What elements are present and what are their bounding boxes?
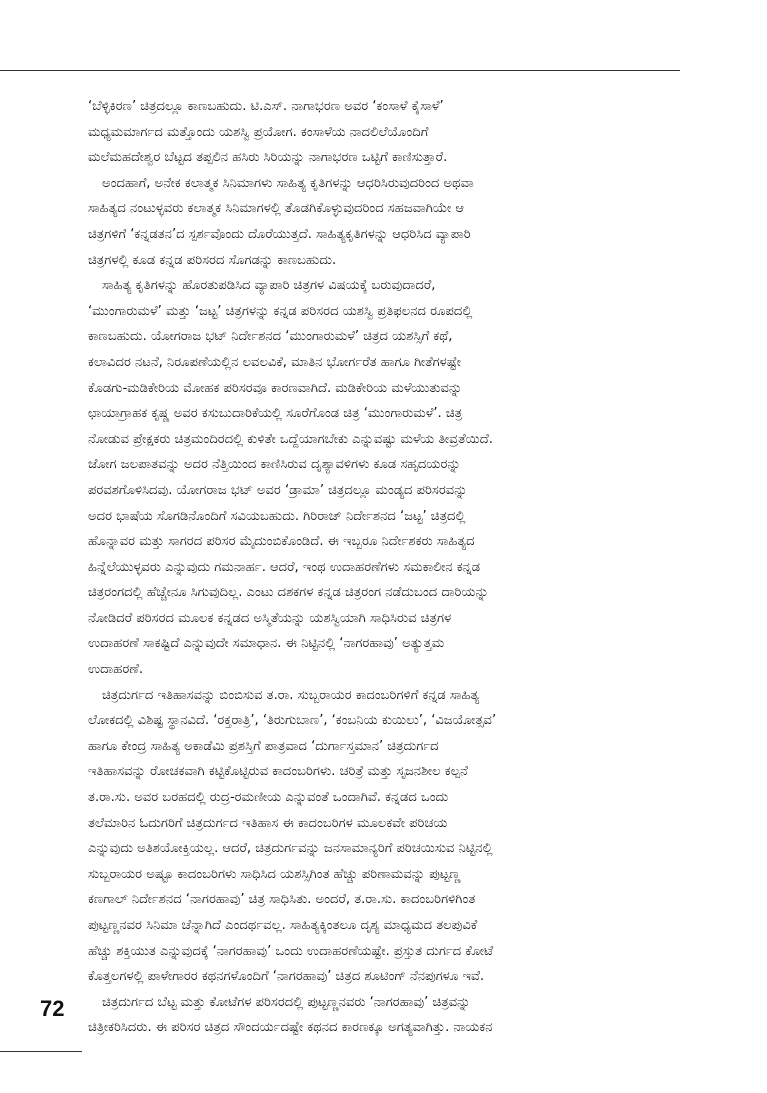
text-line: ಚಿತ್ರೀಕರಿಸಿದರು. ಈ ಪರಿಸರ ಚಿತ್ರದ ಸೌಂದರ್ಯದಷ್ಟೇ ಕಥನದ ಕಾರಣಕ್ಕೂ ಅಗತ್ಯವಾಗಿತ್ತು. ನಾಯಕನ [88,1020,493,1036]
text-line: ಜೋಗ ಜಲಪಾತವನ್ನು ಅದರ ನೆತ್ತಿಯಿಂದ ಕಾಣಿಸಿರುವ ದೃಶ್ಯಾವಳಿಗಳು ಕೂಡ ಸಹೃದಯರನ್ನು [88,457,461,473]
footer-divider [0,1051,82,1052]
text-line: ಕೊತ್ತಲಗಳಲ್ಲಿ ಪಾಳೇಗಾರರ ಕಥನಗಳೊಂದಿಗೆ ‘ನಾಗರಹಾವು’ ಚಿತ್ರದ ಶೂಟಿಂಗ್ ನೆನಪುಗಳೂ ಇವೆ. [88,969,485,985]
text-line: ಮಧ್ಯಮಮಾರ್ಗದ ಮತ್ತೊಂದು ಯಶಸ್ವಿ ಪ್ರಯೋಗ. ಕಂಸಾಳೆಯ ನಾದಲಿಲೆಯೊಂದಿಗೆ [88,124,429,140]
text-line: ಎನ್ನುವುದು ಅತಿಶಯೋಕ್ತಿಯಲ್ಲ. ಆದರೆ, ಚಿತ್ರದುರ್ಗವನ್ನು ಜನಸಾಮಾನ್ಯರಿಗೆ ಪರಿಚಯಿಸುವ ನಿಟ್ಟಿನಲ್ಲಿ [88,841,493,857]
text-line: ನೋಡಿದರೆ ಪರಿಸರದ ಮೂಲಕ ಕನ್ನಡದ ಅಸ್ಮಿತೆಯನ್ನು ಯಶಸ್ವಿಯಾಗಿ ಸಾಧಿಸಿರುವ ಚಿತ್ರಗಳ [88,610,452,626]
text-line: ತ.ರಾ.ಸು. ಅವರ ಬರಹದಲ್ಲಿ ರುದ್ರ-ರಮಣೀಯ ಎನ್ನುವಂತೆ ಒಂದಾಗಿವೆ. ಕನ್ನಡದ ಒಂದು [88,790,449,806]
text-line: ಸುಬ್ಬರಾಯರ ಅಷ್ಟೂ ಕಾದಂಬರಿಗಳು ಸಾಧಿಸಿದ ಯಶಸ್ಸಿಗಿಂತ ಹೆಚ್ಚು ಪರಿಣಾಮವನ್ನು ಪುಟ್ಟಣ್ಣ [88,866,461,882]
text-line: ಹಾಗೂ ಕೇಂದ್ರ ಸಾಹಿತ್ಯ ಅಕಾಡೆಮಿ ಪ್ರಶಸ್ತಿಗೆ ಪಾತ್ರವಾದ ‘ದುರ್ಗಾಸ್ತಮಾನ’ ಚಿತ್ರದುರ್ಗದ [88,738,439,754]
text-line: ‘ಮುಂಗಾರುಮಳೆ’ ಮತ್ತು ‘ಜಟ್ಟ’ ಚಿತ್ರಗಳನ್ನು ಕನ್ನಡ ಪರಿಸರದ ಯಶಸ್ವಿ ಪ್ರತಿಫಲನದ ರೂಪದಲ್ಲಿ [88,303,473,319]
text-line: ಚಿತ್ರದುರ್ಗದ ಬೆಟ್ಟ ಮತ್ತು ಕೋಟೆಗಳ ಪರಿಸರದಲ್ಲಿ ಪುಟ್ಟಣ್ಣನವರು ‘ನಾಗರಹಾವು’ ಚಿತ್ರವನ್ನು [102,994,471,1010]
text-line: ಕೊಡಗು-ಮಡಿಕೇರಿಯ ಮೋಹಕ ಪರಿಸರವೂ ಕಾರಣವಾಗಿದೆ. ಮಡಿಕೇರಿಯ ಮಳೆಯುತುವನ್ನು [88,380,463,396]
text-line: ಲೋಕದಲ್ಲಿ ವಿಶಿಷ್ಟ ಸ್ಥಾನವಿದೆ. ‘ರಕ್ತರಾತ್ರಿ’, ‘ತಿರುಗುಬಾಣ’, ‘ಕಂಬನಿಯ ಕುಯಿಲು’, ‘ವಿಜಯೋತ್ಸವ’ [88,713,497,729]
text-line: ಹೊನ್ನಾವರ ಮತ್ತು ಸಾಗರದ ಪರಿಸರ ಮೈದುಂಬಿಕೊಂಡಿದೆ. ಈ ಇಬ್ಬರೂ ನಿರ್ದೇಶಕರು ಸಾಹಿತ್ಯದ [88,534,475,550]
text-line: ತಲೆಮಾರಿನ ಓದುಗರಿಗೆ ಚಿತ್ರದುರ್ಗದ ಇತಿಹಾಸ ಈ ಕಾದಂಬರಿಗಳ ಮೂಲಕವೇ ಪರಿಚಯ [88,815,448,831]
text-line: ಸಾಹಿತ್ಯದ ನಂಟುಳ್ಳವರು ಕಲಾತ್ಮಕ ಸಿನಿಮಾಗಳಲ್ಲಿ ತೊಡಗಿಕೊಳ್ಳುವುದರಿಂದ ಸಹಜವಾಗಿಯೇ ಆ [88,201,465,217]
text-line: ಇತಿಹಾಸವನ್ನು ರೋಚಕವಾಗಿ ಕಟ್ಟಿಕೊಟ್ಟಿರುವ ಕಾದಂಬರಿಗಳು. ಚರಿತ್ರೆ ಮತ್ತು ಸೃಜನಶೀಲ ಕಲ್ಪನೆ [88,764,468,780]
text-line: ಕಣಗಾಲ್ ನಿರ್ದೇಶನದ ‘ನಾಗರಹಾವು’ ಚಿತ್ರ ಸಾಧಿಸಿತು. ಅಂದರೆ, ತ.ರಾ.ಸು. ಕಾದಂಬರಿಗಳಿಗಿಂತ [88,892,476,908]
text-line: ನೋಡುವ ಪ್ರೇಕ್ಷಕರು ಚಿತ್ರಮಂದಿರದಲ್ಲಿ ಕುಳಿತೇ ಒದ್ದೆಯಾಗಬೇಕು ಎನ್ನುವಷ್ಟು ಮಳೆಯ ತೀವ್ರತೆಯಿದೆ. [88,431,493,447]
text-line: ಅದರ ಭಾಷೆಯ ಸೊಗಡಿನೊಂದಿಗೆ ಸವಿಯಬಹುದು. ಗಿರಿರಾಜ್ ನಿರ್ದೇಶನದ ‘ಜಟ್ಟ’ ಚಿತ್ರದಲ್ಲಿ [88,508,466,524]
text-line: ಉದಾಹರಣೆ ಸಾಕಷ್ಟಿದೆ ಎನ್ನುವುದೇ ಸಮಾಧಾನ. ಈ ನಿಟ್ಟಿನಲ್ಲಿ ‘ನಾಗರಹಾವು’ ಅತ್ಯುತ್ತಮ [88,636,445,652]
text-line: ಕಾಣಬಹುದು. ಯೋಗರಾಜ ಭಟ್ ನಿರ್ದೇಶನದ ‘ಮುಂಗಾರುಮಳೆ’ ಚಿತ್ರದ ಯಶಸ್ಸಿಗೆ ಕಥೆ, [88,329,453,345]
text-line: ಪುಟ್ಟಣ್ಣನವರ ಸಿನಿಮಾ ಚೆನ್ನಾಗಿದೆ ಎಂದರ್ಥವಲ್ಲ. ಸಾಹಿತ್ಯಕ್ಕಿಂತಲೂ ದೃಶ್ಯ ಮಾಧ್ಯಮದ ತಲಪುವಿಕೆ [88,918,478,933]
text-line: ಚಿತ್ರಗಳಿಗೆ ‘ಕನ್ನಡತನ’ದ ಸ್ಪರ್ಶವೊಂದು ದೊರೆಯುತ್ತದೆ. ಸಾಹಿತ್ಯಕೃತಿಗಳನ್ನು ಆಧರಿಸಿದ ವ್ಯಾಪಾರಿ [88,226,471,242]
text-line: ಅಂದಹಾಗೆ, ಅನೇಕ ಕಲಾತ್ಮಕ ಸಿನಿಮಾಗಳು ಸಾಹಿತ್ಯ ಕೃತಿಗಳನ್ನು ಆಧರಿಸಿರುವುದರಿಂದ ಅಥವಾ [102,175,474,191]
text-line: ಹೆಚ್ಚು ಶಕ್ತಿಯುತ ಎನ್ನುವುದಕ್ಕೆ ‘ನಾಗರಹಾವು’ ಒಂದು ಉದಾಹರಣೆಯಷ್ಟೇ. ಪ್ರಸ್ತುತ ದುರ್ಗದ ಕೋಟೆ [88,943,494,959]
text-line: ಚಿತ್ರರಂಗದಲ್ಲಿ ಹೆಚ್ಚೇನೂ ಸಿಗುವುದಿಲ್ಲ. ಎಂಟು ದಶಕಗಳ ಕನ್ನಡ ಚಿತ್ರರಂಗ ನಡೆದುಬಂದ ದಾರಿಯನ್ನು [88,585,489,601]
text-line: ಉದಾಹರಣೆ. [88,662,143,678]
text-line: ‘ಬೆಳ್ಳಿಕಿರಣ’ ಚಿತ್ರದಲ್ಲೂ ಕಾಣಬಹುದು. ಟಿ.ಎಸ್. ನಾಗಾಭರಣ ಅವರ ‘ಕಂಸಾಳೆ ಕೈಸಾಳೆ’ [88,99,444,114]
text-line: ಹಿನ್ನೆಲೆಯುಳ್ಳವರು ಎನ್ನುವುದು ಗಮನಾರ್ಹ. ಆದರೆ, ಇಂಥ ಉದಾಹರಣೆಗಳು ಸಮಕಾಲೀನ ಕನ್ನಡ [88,559,481,575]
text-line: ಸಾಹಿತ್ಯ ಕೃತಿಗಳನ್ನು ಹೊರತುಪಡಿಸಿದ ವ್ಯಾಪಾರಿ ಚಿತ್ರಗಳ ವಿಷಯಕ್ಕೆ ಬರುವುದಾದರೆ, [102,278,436,294]
page-number: 72 [40,996,65,1021]
article-body [88,94,683,1041]
text-line: ಮಲೆಮಹದೇಶ್ವರ ಬೆಟ್ಟದ ತಪ್ಪಲಿನ ಹಸಿರು ಸಿರಿಯನ್ನು ನಾಗಾಭರಣ ಒಟ್ಟಿಗೆ ಕಾಣಿಸುತ್ತಾರೆ. [88,150,448,166]
text-line: ಚಿತ್ರಗಳಲ್ಲಿ ಕೂಡ ಕನ್ನಡ ಪರಿಸರದ ಸೊಗಡನ್ನು ಕಾಣಬಹುದು. [88,252,337,268]
text-line: ಛಾಯಾಗ್ರಾಹಕ ಕೃಷ್ಣ ಅವರ ಕಸುಬುದಾರಿಕೆಯಲ್ಲಿ ಸೂರೆಗೊಂಡ ಚಿತ್ರ ‘ಮುಂಗಾರುಮಳೆ’. ಚಿತ್ರ [88,406,463,422]
text-line: ಕಲಾವಿದರ ನಟನೆ, ನಿರೂಪಣೆಯಲ್ಲಿನ ಲವಲವಿಕೆ, ಮಾತಿನ ಭೋರ್ಗರೆತ ಹಾಗೂ ಗೀತೆಗಳಷ್ಟೇ [88,354,461,370]
text-line: ಚಿತ್ರದುರ್ಗದ ಇತಿಹಾಸವನ್ನು ಬಿಂಬಿಸುವ ತ.ರಾ. ಸುಬ್ಬರಾಯರ ಕಾದಂಬರಿಗಳಿಗೆ ಕನ್ನಡ ಸಾಹಿತ್ಯ [102,687,480,703]
text-line: ಪರವಶಗೊಳಿಸಿದವು. ಯೋಗರಾಜ ಭಟ್ ಅವರ ‘ಡ್ರಾಮಾ’ ಚಿತ್ರದಲ್ಲೂ ಮಂಡ್ಯದ ಪರಿಸರವನ್ನು [88,482,468,498]
top-divider [0,70,680,71]
